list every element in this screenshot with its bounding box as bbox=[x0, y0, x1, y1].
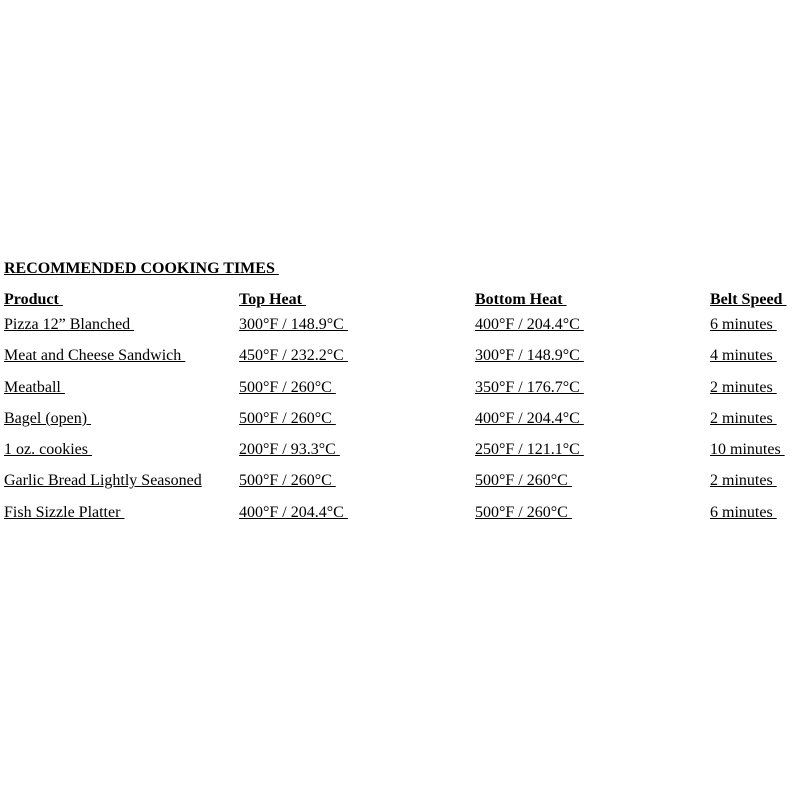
cell-product: 1 oz. cookies bbox=[4, 441, 92, 459]
table-header bbox=[4, 280, 800, 311]
cell-belt-speed: 2 minutes bbox=[710, 378, 777, 396]
table-row bbox=[4, 408, 800, 439]
header-product: Product bbox=[4, 291, 63, 308]
header-top-heat: Top Heat bbox=[239, 291, 306, 308]
table-row bbox=[4, 345, 800, 376]
cell-top-heat: 500°F / 260°C bbox=[239, 472, 336, 490]
cell-product: Bagel (open) bbox=[4, 409, 92, 427]
cell-belt-speed: 10 minutes bbox=[710, 441, 785, 459]
cell-belt-speed: 4 minutes bbox=[710, 347, 777, 365]
cell-top-heat: 200°F / 93.3°C bbox=[239, 441, 340, 459]
header-belt-speed: Belt Speed bbox=[710, 291, 787, 308]
header-bottom-heat: Bottom Heat bbox=[475, 291, 567, 308]
cell-top-heat: 300°F / 148.9°C bbox=[239, 316, 348, 333]
cell-belt-speed: 6 minutes bbox=[710, 503, 777, 521]
table-row bbox=[4, 314, 800, 345]
cell-bottom-heat: 500°F / 260°C bbox=[475, 503, 572, 521]
cell-bottom-heat: 350°F / 176.7°C bbox=[475, 378, 584, 396]
cell-bottom-heat: 300°F / 148.9°C bbox=[475, 347, 584, 365]
table-body bbox=[4, 314, 800, 533]
cell-belt-speed: 2 minutes bbox=[710, 472, 777, 490]
cell-bottom-heat: 400°F / 204.4°C bbox=[475, 316, 584, 333]
cell-product: Fish Sizzle Platter bbox=[4, 503, 125, 521]
cell-belt-speed: 6 minutes bbox=[710, 316, 777, 333]
cooking-times-document bbox=[4, 258, 800, 533]
cell-bottom-heat: 250°F / 121.1°C bbox=[475, 441, 584, 459]
cell-product: Garlic Bread Lightly Seasoned bbox=[4, 472, 202, 490]
cell-bottom-heat: 500°F / 260°C bbox=[475, 472, 572, 490]
cell-bottom-heat: 400°F / 204.4°C bbox=[475, 409, 584, 427]
cell-top-heat: 400°F / 204.4°C bbox=[239, 503, 348, 521]
cell-top-heat: 500°F / 260°C bbox=[239, 409, 336, 427]
document-title: RECOMMENDED COOKING TIMES bbox=[4, 260, 279, 277]
table-row bbox=[4, 470, 800, 501]
table-row bbox=[4, 439, 800, 470]
cell-product: Pizza 12” Blanched bbox=[4, 316, 135, 333]
cell-top-heat: 500°F / 260°C bbox=[239, 378, 336, 396]
cell-product: Meatball bbox=[4, 378, 65, 396]
cell-top-heat: 450°F / 232.2°C bbox=[239, 347, 348, 365]
cell-product: Meat and Cheese Sandwich bbox=[4, 347, 186, 365]
table-row bbox=[4, 377, 800, 408]
cell-belt-speed: 2 minutes bbox=[710, 409, 777, 427]
table-row bbox=[4, 502, 800, 533]
